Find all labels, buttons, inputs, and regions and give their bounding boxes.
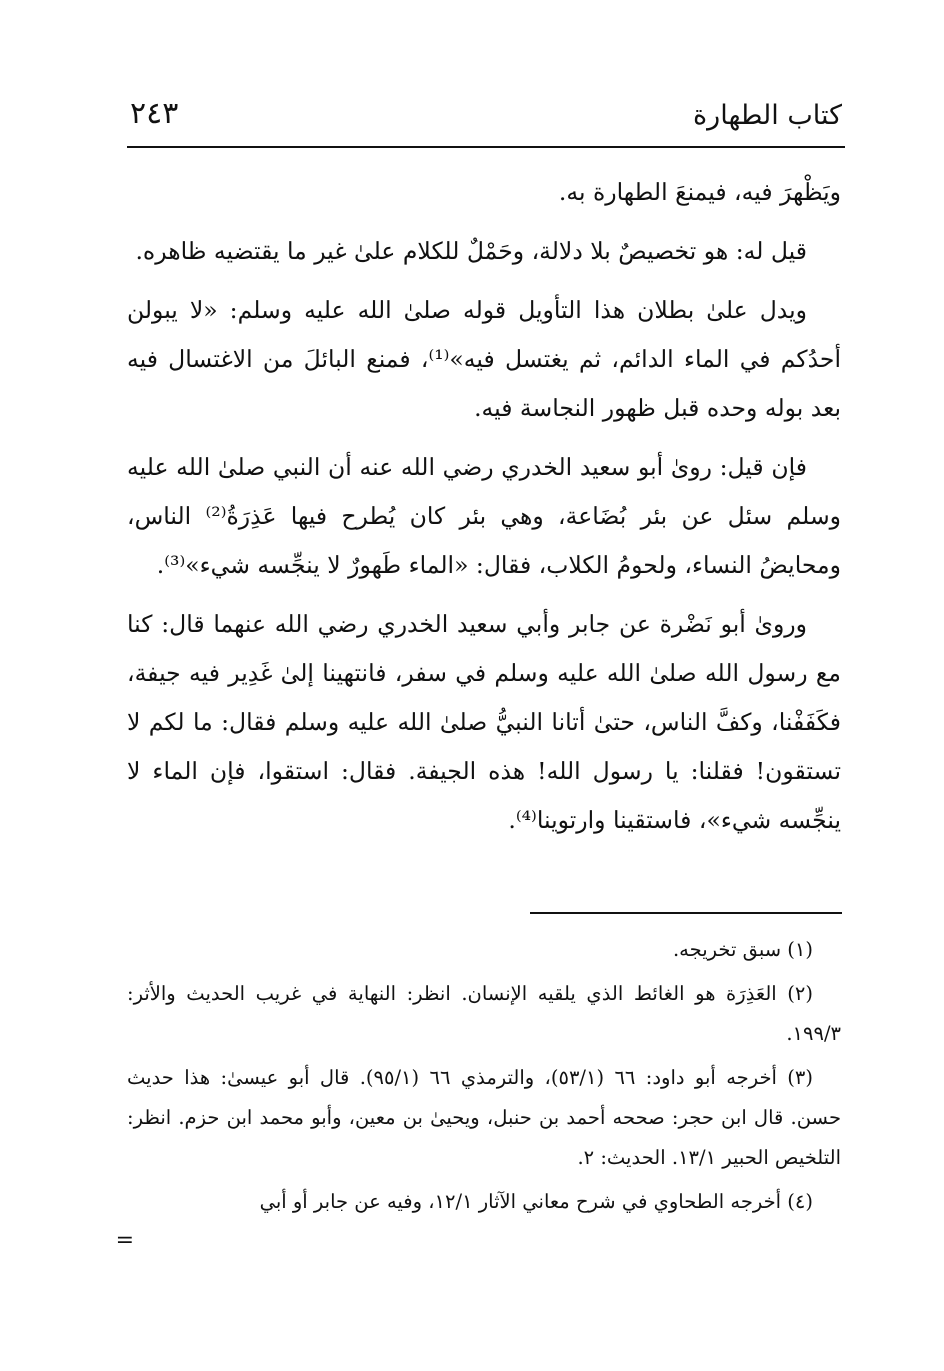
page-header bbox=[130, 98, 842, 142]
paragraph-2: قيل له: هو تخصيصٌ بلا دلالة، وحَمْلٌ للكلام علىٰ غير ما يقتضيه ظاهره. bbox=[135, 237, 807, 265]
footnote-1: (١) سبق تخريجه. bbox=[672, 938, 813, 961]
footnote-rule bbox=[530, 912, 842, 914]
running-title: كتاب الطهارة bbox=[693, 100, 842, 131]
paragraph-4: فإن قيل: روىٰ أبو سعيد الخدري رضي الله عنه أن النبي صلىٰ الله عليه وسلم سئل عن بئر بُضَاعة، وهي بئر كان يُطرح فيها عَذِرَةُ⁽²⁾ الناس، ومحايضُ النساء، ولحومُ الكلاب، فقال: «الماء طَهورٌ لا ينجِّسه شيء»⁽³⁾. bbox=[127, 453, 841, 579]
page-number: ٢٤٣ bbox=[130, 96, 179, 131]
paragraph-3: ويدل علىٰ بطلان هذا التأويل قوله صلىٰ الله عليه وسلم: «لا يبولن أحدُكم في الماء الدائم، ثم يغتسل فيه»⁽¹⁾، فمنع البائلَ من الاغتسال فيه بعد بوله وحده قبل ظهور النجاسة فيه. bbox=[127, 296, 841, 422]
header-rule bbox=[127, 146, 845, 148]
footnote-2: (٢) العَذِرَة هو الغائط الذي يلقيه الإنسان. انظر: النهاية في غريب الحديث والأثر: ١٩٩/٣. bbox=[127, 982, 841, 1045]
continuation-mark: = bbox=[115, 1228, 134, 1253]
footnotes bbox=[127, 930, 841, 1226]
main-text bbox=[127, 168, 841, 855]
footnote-3: (٣) أخرجه أبو داود: ٦٦ (٥٣/١)، والترمذي ٦٦ (٩٥/١). قال أبو عيسىٰ: هذا حديث حسن. قال ابن حجر: صححه أحمد بن حنبل، ويحيىٰ بن معين، وأبو محمد ابن حزم. انظر: التلخيص الحبير ١٣/١. الحديث: ٢. bbox=[127, 1066, 841, 1169]
paragraph-5: وروىٰ أبو نَضْرة عن جابر وأبي سعيد الخدري رضي الله عنهما قال: كنا مع رسول الله صلىٰ الله عليه وسلم في سفر، فانتهينا إلىٰ غَدِير فيه جيفة، فكَفَفْنا، وكفَّ الناس، حتىٰ أتانا النبيُّ صلىٰ الله عليه وسلم فقال: ما لكم لا تستقون! فقلنا: يا رسول الله! هذه الجيفة. فقال: استقوا، فإن الماء لا ينجِّسه شيء»، فاستقينا وارتوينا⁽⁴⁾. bbox=[127, 610, 841, 834]
paragraph-1: ويَظْهرَ فيه، فيمنعَ الطهارة به. bbox=[558, 178, 841, 206]
footnote-4: (٤) أخرجه الطحاوي في شرح معاني الآثار ١٢/١، وفيه عن جابر أو أبي bbox=[259, 1190, 813, 1213]
